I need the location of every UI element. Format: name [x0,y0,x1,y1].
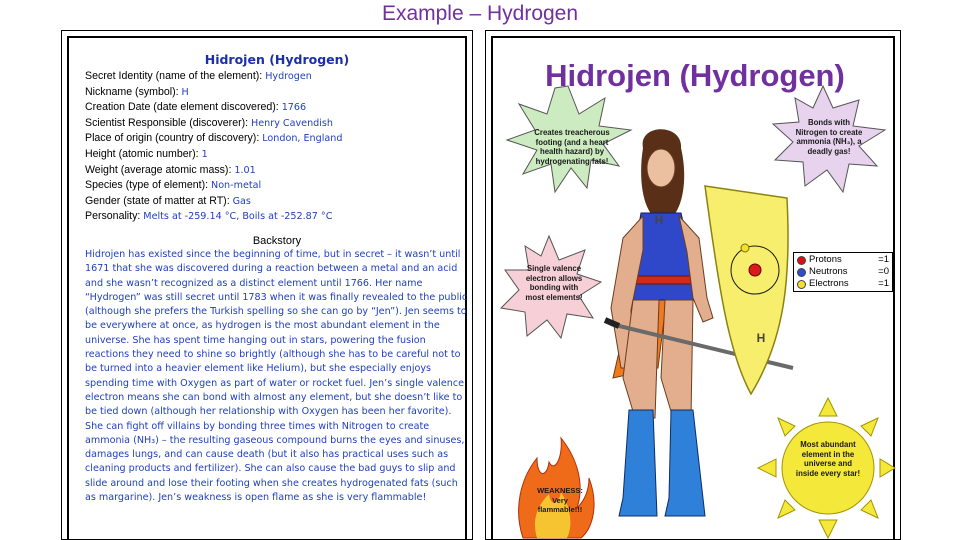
attribute-label: Height (atomic number): [85,147,202,160]
attribute-label: Secret Identity (name of the element): [85,70,266,82]
attribute-label: Personality: [85,210,144,223]
backstory-text: Hidrojen has existed since the beginning of time, but in secret – it wasn’t until 1671 that she was discovered during a reaction between a metal and an acid and she wasn’t recognized as a distinct element until 1766. Her name “Hydrogen” was still secret until 1783 when it was finally revealed to the public (although she prefers the Turkish spelling so she can go by “Jen”). Jen seems to be everywhere at once, as hydrogen is the most abundant element in the universe. She has spent time hanging out in stars, powering the fusion reactions they need to shine so brightly (although she has to be careful not to be turned into a heavier element like Helium), but she especially enjoys spending time with Oxygen as part of water or rocket fuel. Jen’s single valence electron means she can bond with almost any element, but she doesn’t like to be tied down (although her relationship with Oxygen has been her favorite). She can fight off villains by bonding three times with Nitrogen to create ammonia (NH₃) – the resulting gaseous compound burns the eyes and sinuses, damages lungs, and can cause death (but it also has practical uses such as cleaning products and fertilizer). She can also cause the bad guys to slip and slide around and lose their footing when she creates hydrogenated fats (such as margarine). Jen’s weakness is open flame as she is very flammable! [85,248,468,503]
attribute-label: Place of origin (country of discovery): [85,132,263,145]
legend-dot-icon [797,256,806,265]
attribute-row [85,85,469,101]
attribute-value: Gas [232,195,251,207]
attribute-row [85,209,469,225]
attribute-value: Hydrogen [265,71,312,82]
attribute-row [85,194,469,210]
attribute-row [85,131,469,147]
legend-equals: = [878,278,884,289]
attribute-label: Species (type of element): [85,179,212,192]
legend-dot-icon [797,268,806,277]
legend-value: 0 [883,266,889,277]
legend-row [797,278,889,290]
attribute-value: 1.01 [234,164,256,176]
attribute-row [85,100,469,116]
comic-panel [485,30,901,540]
backstory-heading: Backstory [252,234,302,247]
legend-equals: = [878,266,884,277]
burst-top-left-text: Creates treacherous footing (and a heart health hazard) by hydrogenating fats! [534,128,610,166]
character-card-inner-border [67,36,467,539]
attribute-label: Gender (state of matter at RT): [85,194,233,207]
attribute-row [85,163,469,179]
legend-label: Neutrons [809,266,848,277]
attribute-list [85,69,469,225]
particle-legend [793,252,893,292]
comic-title: Hidrojen (Hydrogen) [545,58,845,93]
legend-value: 1 [883,254,889,265]
attribute-row [85,147,469,163]
legend-value: 1 [883,278,889,289]
legend-dot-icon [797,280,806,289]
symbol-label-shield: H [756,331,766,345]
attribute-value: Non-metal [211,180,262,192]
character-card [61,30,473,540]
burst-top-right-text: Bonds with Nitrogen to create ammonia (NH₃), a deadly gas! [795,118,863,156]
attribute-value: 1 [201,148,208,160]
attribute-value: Henry Cavendish [251,117,333,129]
legend-label: Electrons [809,278,849,289]
symbol-label-top: H [654,213,664,227]
attribute-row [85,69,469,85]
legend-label: Protons [809,254,842,265]
legend-row [797,254,889,266]
legend-equals: = [878,254,884,265]
card-text [85,52,469,505]
attribute-row [85,116,469,132]
card-heading: Hidrojen (Hydrogen) [204,52,350,67]
attribute-row [85,178,469,194]
attribute-value: 1766 [281,102,307,114]
burst-mid-left-text: Single valence electron allows bonding with most elements! [525,264,583,302]
attribute-label: Creation Date (date element discovered): [85,101,282,114]
comic-panel-inner-border [491,36,895,539]
attribute-value: Melts at -259.14 °C, Boils at -252.87 °C [143,211,333,223]
attribute-value: H [181,86,189,98]
attribute-label: Nickname (symbol): [85,85,182,98]
attribute-label: Weight (average atomic mass): [85,163,235,176]
attribute-label: Scientist Responsible (discoverer): [85,116,252,129]
legend-row [797,266,889,278]
sun-text: Most abundant element in the universe and inside every star! [795,440,861,478]
slide-title: Example – Hydrogen [381,2,579,25]
fire-text: WEAKNESS: Very flammable!!! [537,486,583,514]
attribute-value: London, England [262,133,343,145]
